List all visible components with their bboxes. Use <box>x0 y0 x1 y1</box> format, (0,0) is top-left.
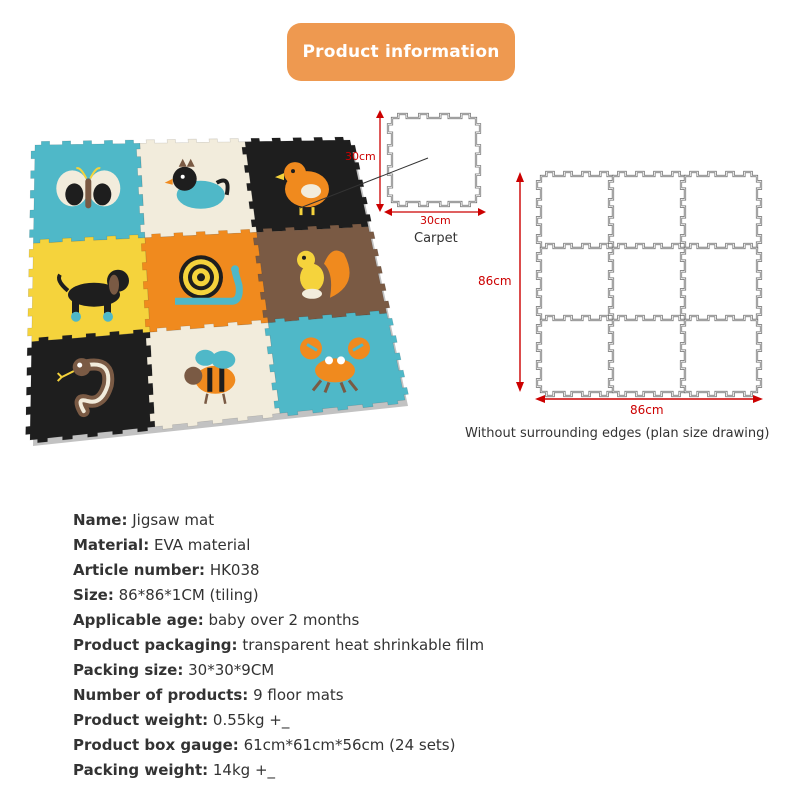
spec-value: EVA material <box>149 536 251 554</box>
spec-label: Name: <box>73 511 128 529</box>
spec-value: 30*30*9CM <box>183 661 275 679</box>
carpet-caption: Carpet <box>414 231 458 246</box>
spec-label: Material: <box>73 536 150 554</box>
spec-label: Packing size: <box>73 661 184 679</box>
spec-row <box>73 633 484 658</box>
page-title: Product information <box>287 23 515 81</box>
spec-label: Product packaging: <box>73 636 238 654</box>
plan-size-diagram <box>516 172 763 403</box>
spec-row <box>73 658 484 683</box>
carpet-height-label: 30cm <box>345 150 376 163</box>
carpet-diagram <box>300 110 486 216</box>
spec-label: Packing weight: <box>73 761 209 779</box>
spec-row <box>73 583 484 608</box>
spec-row <box>73 558 484 583</box>
plan-tile <box>681 172 761 252</box>
spec-value: HK038 <box>205 561 260 579</box>
plan-tile <box>609 172 689 252</box>
plan-tile <box>537 316 617 396</box>
spec-list <box>73 508 484 783</box>
plan-caption: Without surrounding edges (plan size drawing) <box>465 426 770 441</box>
spec-label: Product box gauge: <box>73 736 239 754</box>
spec-label: Product weight: <box>73 711 209 729</box>
spec-row <box>73 708 484 733</box>
spec-value: Jigsaw mat <box>127 511 215 529</box>
plan-tile <box>537 244 617 324</box>
spec-label: Size: <box>73 586 114 604</box>
spec-value: baby over 2 months <box>203 611 360 629</box>
plan-tile <box>609 244 689 324</box>
spec-row <box>73 608 484 633</box>
spec-value: 14kg +_ <box>208 761 276 779</box>
spec-value: transparent heat shrinkable film <box>237 636 485 654</box>
plan-tile <box>681 316 761 396</box>
plan-tile <box>537 172 617 252</box>
carpet-width-label: 30cm <box>420 214 451 227</box>
spec-row <box>73 508 484 533</box>
spec-row <box>73 533 484 558</box>
spec-label: Article number: <box>73 561 206 579</box>
spec-value: 0.55kg +_ <box>208 711 290 729</box>
spec-value: 9 floor mats <box>248 686 344 704</box>
spec-value: 61cm*61cm*56cm (24 sets) <box>238 736 456 754</box>
spec-row <box>73 683 484 708</box>
plan-tile <box>681 244 761 324</box>
spec-value: 86*86*1CM (tiling) <box>113 586 259 604</box>
plan-width-label: 86cm <box>630 403 664 417</box>
plan-height-label: 86cm <box>478 274 512 288</box>
spec-row <box>73 758 484 783</box>
spec-label: Applicable age: <box>73 611 204 629</box>
plan-tile <box>609 316 689 396</box>
spec-label: Number of products: <box>73 686 249 704</box>
spec-row <box>73 733 484 758</box>
